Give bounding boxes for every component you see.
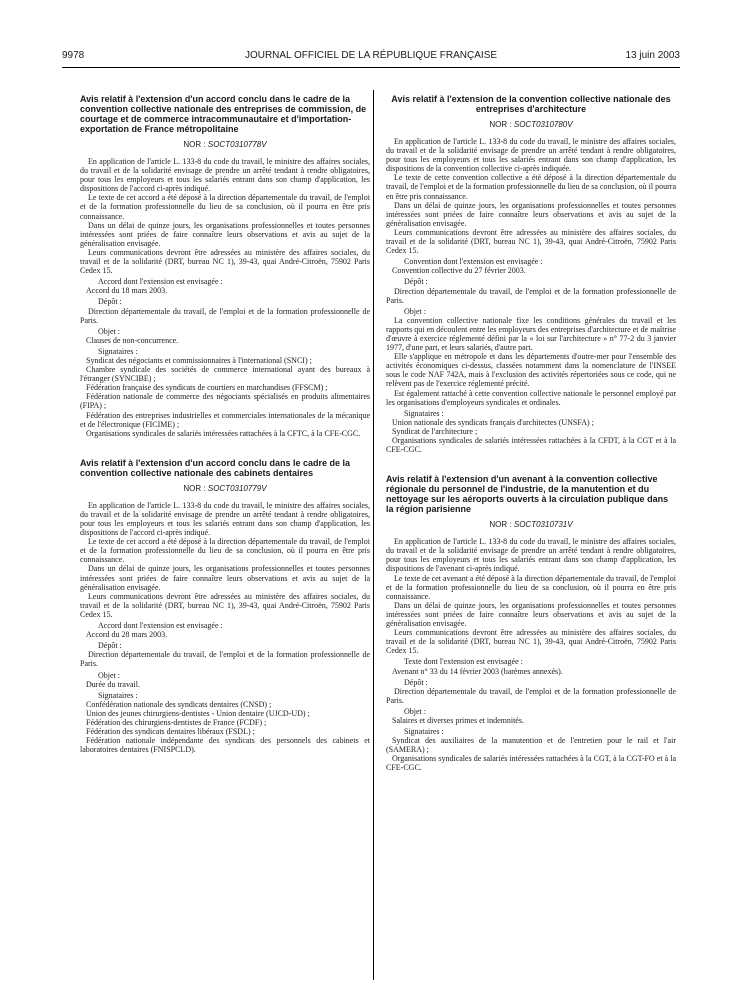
depot-value: Direction départementale du travail, de l'emploi et de la formation professionnelle de Paris. <box>386 286 676 305</box>
notice-title: Avis relatif à l'extension d'un avenant à la convention collective régionale du personnel de l'industrie, de la manutention et du nettoyage sur les aéroports ouverts à la circulation publique dans la région parisienne <box>386 474 669 515</box>
paragraph: En application de l'article L. 133-8 du code du travail, le ministre des affaires sociales, du travail et de la solidarité envisage de prendre un arrêté tendant à rendre obligatoires, pour tous les employeurs et tous les salariés entrant dans son champ d'application, les dispositions de l'accord ci-après indiqué. <box>80 500 370 538</box>
paragraph: En application de l'article L. 133-8 du code du travail, le ministre des affaires sociales, du travail et de la solidarité envisage de prendre un arrêté tendant à rendre obligatoires, pour tous les employeurs et tous les salariés entrant dans son champ d'application, les dispositions de la convention collective ci-après indiquée. <box>386 137 676 174</box>
caption-text-label: Accord dont l'extension est envisagée : <box>98 621 223 631</box>
nor-label: NOR : <box>489 520 512 530</box>
signatory-item: Organisations syndicales de salariés intéressées rattachées à la CFDT, à la CGT et à la CFE-CGC. <box>386 436 676 455</box>
objet-paragraph: Est également rattaché à cette convention collective nationale le personnel employé par les organisations d'employeurs syndicales et ordinales. <box>386 388 676 407</box>
paragraph: Dans un délai de quinze jours, les organisations professionnelles et toutes personnes intéressées sont priées de faire connaître leurs observations et avis au sujet de la généralisation envisagée. <box>80 220 370 248</box>
paragraph: En application de l'article L. 133-8 du code du travail, le ministre des affaires sociales, du travail et de la solidarité envisage de prendre un arrêté tendant à rendre obligatoires, pour tous les employeurs et tous les salariés entrant dans son champ d'application, les dispositions de l'accord ci-après indiqué. <box>80 157 370 194</box>
nor-reference <box>386 119 676 130</box>
nor-reference <box>80 139 370 150</box>
journal-title: JOURNAL OFFICIEL DE LA RÉPUBLIQUE FRANÇAISE <box>244 50 498 61</box>
objet-value: Durée du travail. <box>86 679 140 689</box>
nor-code: SOCT0310778V <box>207 140 267 149</box>
caption-text-label: Texte dont l'extension est envisagée : <box>404 657 523 667</box>
paragraph: En application de l'article L. 133-8 du code du travail, le ministre des affaires sociales, du travail et de la solidarité envisage de prendre un arrêté tendant à rendre obligatoires, pour tous les employeurs et tous les salariés entrant dans son champ d'application, les dispositions de l'avenant ci-après indiqué. <box>386 537 676 574</box>
caption-objet: Objet : <box>404 706 426 716</box>
nor-label: NOR : <box>183 140 206 149</box>
paragraph: Le texte de cet accord a été déposé à la direction départementale du travail, de l'emploi et de la formation professionnelle du lieu de sa conclusion, où il pourra en être pris connaissance. <box>80 193 370 221</box>
nor-reference <box>80 483 370 494</box>
paragraph: Dans un délai de quinze jours, les organisations professionnelles et toutes personnes intéressées sont priées de faire connaître leurs observations et avis au sujet de la généralisation envisagée. <box>80 564 370 592</box>
caption-objet: Objet : <box>98 670 120 680</box>
right-column <box>386 94 676 773</box>
notice-commission-courtage <box>80 94 370 438</box>
caption-depot: Dépôt : <box>98 641 122 651</box>
signatory-item: Fédération des chirurgiens-dentistes de France (FCDF) ; <box>86 717 267 727</box>
caption-objet: Objet : <box>404 306 426 316</box>
signatory-item: Union des jeunes chirurgiens-dentistes - Union dentaire (UJCD-UD) ; <box>86 708 310 718</box>
signatory-item: Syndicat des auxiliaires de la manutention et de l'entretien pour le rail et l'air (SAMERA) ; <box>386 736 676 755</box>
depot-value: Direction départementale du travail, de l'emploi et de la formation professionnelle de Paris. <box>386 686 676 705</box>
notice-title: Avis relatif à l'extension d'un accord conclu dans le cadre de la convention collective nationale des cabinets dentaires <box>80 457 351 478</box>
objet-paragraph: La convention collective nationale fixe les conditions générales du travail et les rapports qui en découlent entre les employeurs des entreprises d'architecture et de maîtrise d'œuvre à exercice réglementé défini par la « loi sur l'architecture » n° 77-2 du 3 janvier 1977, d'une part, et leurs salariés, d'autre part. <box>386 315 676 353</box>
paragraph: Leurs communications devront être adressées au ministère des affaires sociales, du travail et de la solidarité (DRT, bureau NC 1), 39-43, quai André-Citroën, 75902 Paris Cedex 15. <box>80 247 370 276</box>
paragraph: Leurs communications devront être adressées au ministère des affaires sociales, du travail et de la solidarité (DRT, bureau NC 1), 39-43, quai André-Citroën, 75902 Paris Cedex 15. <box>80 591 370 619</box>
objet-value: Salaires et diverses primes et indemnités. <box>392 715 524 725</box>
nor-code: SOCT0310779V <box>207 483 267 493</box>
column-divider <box>373 90 374 980</box>
nor-label: NOR : <box>183 483 206 493</box>
caption-depot: Dépôt : <box>404 677 428 687</box>
paragraph: Leurs communications devront être adressées au ministère des affaires sociales, du travail et de la solidarité (DRT, bureau NC 1), 39-43, quai André-Citroën, 75902 Paris Cedex 15. <box>386 628 676 656</box>
notice-architecture <box>386 94 676 454</box>
caption-depot: Dépôt : <box>404 277 428 287</box>
page-number: 9978 <box>62 50 85 61</box>
notice-cabinets-dentaires <box>80 458 370 755</box>
signatory-item: Organisations syndicales de salariés intéressées rattachées à la CGT, à la CGT-FO et à la CFE-CGC. <box>386 754 676 773</box>
page-header <box>62 50 680 64</box>
depot-value: Direction départementale du travail, de l'emploi et de la formation professionnelle de Paris. <box>80 650 370 669</box>
caption-objet: Objet : <box>98 326 120 336</box>
text-value: Avenant n° 33 du 14 février 2003 (barèmes annexés). <box>392 666 563 676</box>
paragraph: Leurs communications devront être adressées au ministère des affaires sociales, du travail et de la solidarité (DRT, bureau NC 1), 39-43, quai André-Citroën, 75902 Paris Cedex 15. <box>386 227 676 256</box>
caption-signataires: Signataires : <box>98 346 138 356</box>
objet-paragraph: Elle s'applique en métropole et dans les départements d'outre-mer pour l'ensemble des activités économiques ci-dessus, classées notamment dans la nomenclature de l'INSEE sous le code NAF 742A, mais à l'exclusion des activités répertoriées sous ce code, qui ne relèvent pas de l'exercice réglementé précité. <box>386 352 676 389</box>
caption-text-label: Accord dont l'extension est envisagée : <box>98 277 223 287</box>
caption-signataires: Signataires : <box>98 690 138 700</box>
text-value: Accord du 28 mars 2003. <box>86 630 168 640</box>
signatory-item: Fédération des entreprises industrielles et commerciales internationales de la mécanique et de l'électronique (FICIME) ; <box>80 410 370 429</box>
nor-label: NOR : <box>489 120 512 129</box>
text-value: Convention collective du 27 février 2003. <box>392 266 526 276</box>
signatory-item: Fédération nationale indépendante des syndicats des personnels des cabinets et laboratoires dentaires (FNISPCLD). <box>80 736 370 755</box>
signatory-item: Syndicat des négociants et commissionnaires à l'international (SNCI) ; <box>86 355 312 365</box>
issue-date: 13 juin 2003 <box>625 50 680 61</box>
notice-title: Avis relatif à l'extension d'un accord conclu dans le cadre de la convention collective nationale des entreprises de commission, de courtage et de commerce intracommunautaire et d'importation-exportation de France métropolitaine <box>80 94 367 134</box>
nor-reference <box>386 519 676 530</box>
caption-signataires: Signataires : <box>404 727 444 737</box>
signatory-item: Confédération nationale des syndicats dentaires (CNSD) ; <box>86 699 272 709</box>
signatory-item: Fédération française des syndicats de courtiers en marchandises (FFSCM) ; <box>86 383 328 393</box>
header-rule <box>62 67 680 68</box>
paragraph: Dans un délai de quinze jours, les organisations professionnelles et toutes personnes intéressées sont priées de faire connaître leurs observations et avis au sujet de la généralisation envisagée. <box>386 600 676 629</box>
left-column <box>80 94 370 754</box>
paragraph: Le texte de cette convention collective a été déposé à la direction départementale du travail, de l'emploi et de la formation professionnelle du lieu de sa conclusion, où il pourra en être pris connaissance. <box>386 173 676 201</box>
signatory-item: Union nationale des syndicats français d'architectes (UNSFA) ; <box>392 417 594 427</box>
nor-code: SOCT0310780V <box>513 120 573 129</box>
nor-code: SOCT0310731V <box>513 520 573 530</box>
paragraph: Dans un délai de quinze jours, les organisations professionnelles et toutes personnes intéressées sont priées de faire connaître leurs observations et avis au sujet de la généralisation envisagée. <box>386 200 676 228</box>
signatory-item: Fédération nationale de commerce des négociants spécialisés en produits alimentaires (FIPA) ; <box>80 392 370 411</box>
signatory-item: Syndicat de l'architecture ; <box>392 426 478 436</box>
notice-title: Avis relatif à l'extension de la convention collective nationale des entreprises d'architecture <box>391 94 671 114</box>
objet-value: Clauses de non-concurrence. <box>86 335 179 345</box>
paragraph: Le texte de cet avenant a été déposé à la direction départementale du travail, de l'emploi et de la formation professionnelle du lieu de sa conclusion, où il pourra en être pris connaissance. <box>386 573 676 601</box>
signatory-item: Fédération des syndicats dentaires libéraux (FSDL) ; <box>86 727 255 737</box>
signatory-item: Chambre syndicale des sociétés de commerce international ayant des bureaux à l'étranger (SYNCIBE) ; <box>80 365 370 384</box>
notice-aeroports <box>386 474 676 772</box>
text-value: Accord du 18 mars 2003. <box>86 286 168 296</box>
caption-signataires: Signataires : <box>404 408 444 418</box>
caption-text-label: Convention dont l'extension est envisagée : <box>404 257 543 267</box>
depot-value: Direction départementale du travail, de l'emploi et de la formation professionnelle de Paris. <box>80 306 370 325</box>
signatory-item: Organisations syndicales de salariés intéressées rattachées à la CFTC, à la CFE-CGC. <box>86 428 361 438</box>
paragraph: Le texte de cet accord a été déposé à la direction départementale du travail, de l'emploi et de la formation professionnelle du lieu de sa conclusion, où il pourra en être pris connaissance. <box>80 537 370 565</box>
caption-depot: Dépôt : <box>98 297 122 307</box>
